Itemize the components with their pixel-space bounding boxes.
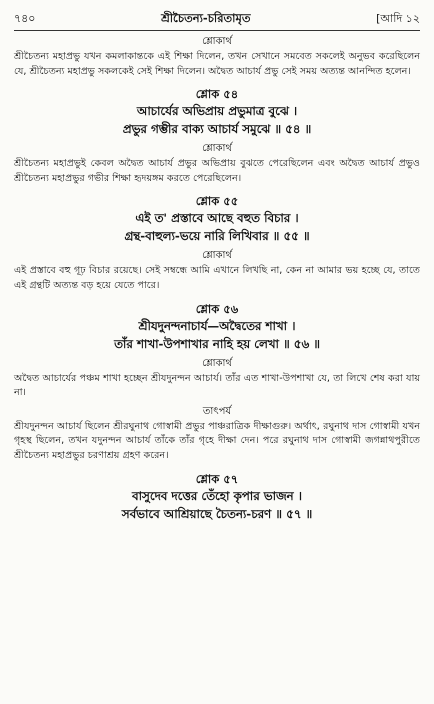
verse-text (14, 209, 420, 245)
verse-line: তাঁর শাখা-উপশাখার নাহি হয় লেখা ॥ ৫৬ ॥ (114, 336, 320, 351)
page-header (14, 10, 420, 27)
translation-paragraph: অদ্বৈত আচার্যের পঞ্চম শাখা হচ্ছেন শ্রীযদুনন্দন আচার্য। তাঁর এত শাখা-উপশাখা যে, তা লিখে শেষ করা যায় না। (14, 372, 420, 399)
verse-line: এই ত' প্রস্তাবে আছে বহুত বিচার । (135, 211, 299, 226)
verse-line: প্রভুর গম্ভীর বাক্য আচার্য সমুঝে ॥ ৫৪ ॥ (122, 122, 312, 137)
verse-line: বাসুদেব দত্তের তেঁহো কৃপার ভাজন । (132, 488, 302, 503)
purport-paragraph: শ্রীযদুনন্দন আচার্য ছিলেন শ্রীরঘুনাথ গোস্বামী প্রভুর পাঞ্চরাত্রিক দীক্ষাগুরু। অর্থাৎ, রঘুনাথ দাস গোস্বামী যখন গৃহস্থ ছিলেন, তখন যদুনন্দন আচার্য তাঁকে তাঁর গৃহে দীক্ষা দেন। পরে রঘুনাথ দাস গোস্বামী জগন্নাথপুরীতে শ্রীচৈতন্য মহাপ্রভুর চরণাশ্রয় গ্রহণ করেন। (14, 420, 420, 461)
verse-line: গ্রন্থ-বাহুল্য-ভয়ে নারি লিখিবার ॥ ৫৫ ॥ (124, 229, 310, 244)
verse-line: শ্রীযদুনন্দনাচার্য—অদ্বৈতের শাখা । (138, 318, 296, 333)
verse-text (14, 102, 420, 138)
translation-label: শ্লোকার্থ (202, 357, 232, 369)
verse-label: শ্লোক ৫৬ (195, 301, 239, 316)
page-number: ৭৪০ (14, 12, 36, 25)
translation-paragraph: শ্রীচৈতন্য মহাপ্রভু যখন কমলাকান্তকে এই শিক্ষা দিলেন, তখন সেখানে সমবেত সকলেই অনুভব করেছিলেন যে, শ্রীচৈতন্য মহাপ্রভু সকলকেই সেই শিক্ষা দিলেন। অদ্বৈত আচার্য প্রভু সেই সময় অত্যন্ত আনন্দিত হলেন। (14, 51, 420, 77)
section-marker: [আদি ১২ (376, 12, 420, 25)
translation-label: শ্লোকার্থ (202, 250, 232, 262)
purport-label: তাৎপর্য (202, 405, 232, 417)
translation-paragraph: এই প্রস্তাবে বহু গূঢ় বিচার রয়েছে। সেই সম্বন্ধে আমি এখানে লিখছি না, কেন না আমার ভয় হচ্ছে যে, তাতে এই গ্রন্থটি অত্যন্ত বড় হয়ে যেতে পারে। (14, 265, 420, 291)
running-title: শ্রীচৈতন্য-চরিতামৃত (161, 11, 251, 25)
header-rule (14, 30, 420, 31)
verse-label: শ্লোক ৫৪ (195, 87, 239, 102)
translation-paragraph: শ্রীচৈতন্য মহাপ্রভুই কেবল অদ্বৈত আচার্য প্রভুর অভিপ্রায় বুঝতে পেরেছিলেন এবং অদ্বৈত আচার্য প্রভুও শ্রীচৈতন্য মহাপ্রভুর গভীর শিক্ষা হৃদয়ঙ্গম করতে পেরেছিলেন। (14, 158, 420, 184)
verse-line: সর্বভাবে আশ্রিয়াছে চৈতন্য-চরণ ॥ ৫৭ ॥ (121, 506, 313, 521)
translation-label: শ্লোকার্থ (202, 143, 232, 155)
translation-label: শ্লোকার্থ (202, 36, 232, 47)
verse-label: শ্লোক ৫৫ (195, 194, 239, 209)
verse-label: শ্লোক ৫৭ (195, 471, 239, 486)
verse-line: আচার্যের অভিপ্রায় প্রভুমাত্র বুঝে । (136, 104, 298, 119)
verse-text (14, 487, 420, 523)
verse-text (14, 317, 420, 353)
